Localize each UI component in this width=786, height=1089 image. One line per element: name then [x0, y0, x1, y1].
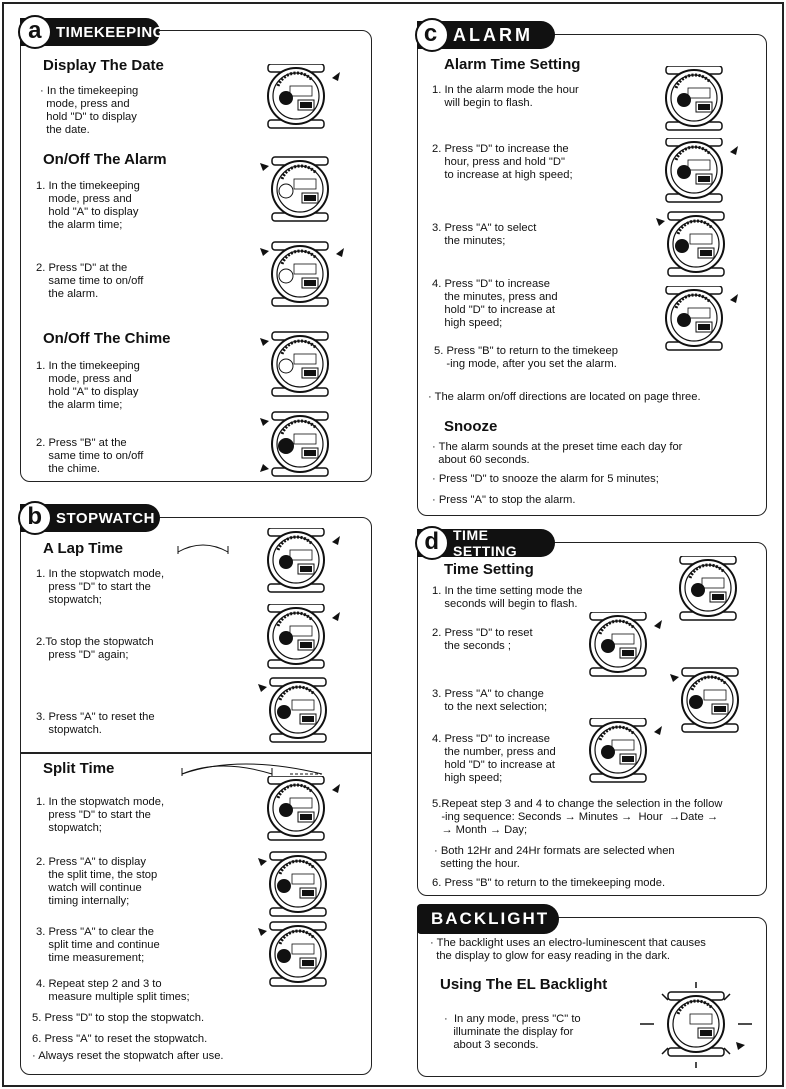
alarm-setting-heading: Alarm Time Setting	[444, 56, 581, 73]
onoff-chime-step2: 2. Press "B" at the same time to on/off the chime.	[36, 437, 144, 475]
watch-icon	[258, 330, 338, 402]
watch-icon	[662, 138, 742, 210]
time-step5: 5.Repeat step 3 and 4 to change the selection in the follow -ing sequence: Seconds → Minutes → Hour →Date → → Month → Day;	[432, 798, 723, 836]
lap-step1: 1. In the stopwatch mode, press "D" to start the stopwatch;	[36, 568, 165, 606]
section-letter-c: c	[415, 18, 449, 52]
watch-icon	[586, 612, 666, 684]
alarm-note: · The alarm on/off directions are located on page three.	[428, 391, 701, 403]
section-letter-b: b	[18, 501, 52, 535]
snooze-bullet-2: · Press "D" to snooze the alarm for 5 minutes;	[432, 473, 659, 485]
watch-icon	[264, 776, 344, 848]
watch-icon	[258, 155, 338, 227]
lap-step3: 3. Press "A" to reset the stopwatch.	[36, 711, 155, 736]
onoff-alarm-step2: 2. Press "D" at the same time to on/off the alarm.	[36, 262, 144, 300]
watch-icon	[264, 604, 344, 676]
watch-icon	[662, 66, 742, 138]
watch-icon	[256, 850, 336, 922]
split-step3: 3. Press "A" to clear the split time and continue time measurement;	[36, 926, 160, 964]
backlight-tab	[417, 904, 559, 934]
time-setting-heading: Time Setting	[444, 561, 534, 578]
watch-icon	[256, 920, 336, 992]
onoff-alarm-step1: 1. In the timekeeping mode, press and hold "A" to display the alarm time;	[36, 180, 140, 231]
split-step2: 2. Press "A" to display the split time, the stop watch will continue timing internally;	[36, 856, 158, 907]
display-date-heading: Display The Date	[43, 57, 164, 74]
time-step3: 3. Press "A" to change to the next selection;	[432, 688, 548, 713]
watch-icon	[586, 718, 666, 790]
stopwatch-title: STOPWATCH	[56, 509, 155, 527]
lap-arc-icon	[176, 538, 230, 554]
alarm-step3: 3. Press "A" to select the minutes;	[432, 222, 537, 247]
backlight-intro: · The backlight uses an electro-luminescent that causes the display to glow for easy reading in the dark.	[430, 937, 706, 962]
backlight-title: BACKLIGHT	[431, 909, 550, 928]
time-step6: 6. Press "B" to return to the timekeeping mode.	[432, 877, 666, 889]
glowing-watch-icon	[636, 980, 756, 1070]
stopwatch-tab	[20, 504, 160, 532]
time-setting-tab	[417, 529, 555, 557]
alarm-step5: 5. Press "B" to return to the timekeep -ing mode, after you set the alarm.	[434, 345, 618, 370]
lap-step2: 2.To stop the stopwatch press "D" again;	[36, 636, 154, 661]
split-step4: 4. Repeat step 2 and 3 to measure multiple split times;	[36, 978, 190, 1003]
timekeeping-tab	[20, 16, 165, 46]
watch-icon	[662, 286, 742, 358]
watch-icon	[258, 410, 338, 482]
time-note: · Both 12Hr and 24Hr formats are selected when setting the hour.	[434, 845, 675, 870]
display-date-text: · In the timekeeping mode, press and hold "D" to display the date.	[40, 85, 139, 136]
section-letter-a: a	[18, 15, 52, 49]
watch-icon	[258, 240, 348, 312]
timekeeping-title: TIMEKEEPING	[56, 23, 165, 41]
split-arc-icon	[180, 756, 324, 776]
time-step1: 1. In the time setting mode the seconds will begin to flash.	[432, 585, 583, 610]
alarm-title: ALARM	[453, 24, 533, 45]
section-letter-d: d	[415, 526, 449, 560]
split-step5: 5. Press "D" to stop the stopwatch.	[32, 1012, 205, 1024]
alarm-tab	[417, 21, 555, 49]
lap-split-divider	[21, 752, 371, 754]
snooze-heading: Snooze	[444, 418, 498, 435]
onoff-alarm-heading: On/Off The Alarm	[43, 151, 167, 168]
watch-icon	[654, 210, 734, 282]
watch-icon	[668, 666, 748, 738]
split-step1: 1. In the stopwatch mode, press "D" to start the stopwatch;	[36, 796, 165, 834]
alarm-step4: 4. Press "D" to increase the minutes, press and hold "D" to increase at high speed;	[432, 278, 558, 329]
onoff-chime-heading: On/Off The Chime	[43, 330, 171, 347]
watch-icon	[676, 556, 756, 628]
watch-icon	[264, 528, 344, 600]
split-time-heading: Split Time	[43, 760, 115, 777]
lap-time-heading: A Lap Time	[43, 540, 124, 557]
split-step6: 6. Press "A" to reset the stopwatch.	[32, 1033, 208, 1045]
el-backlight-text: · In any mode, press "C" to illuminate the display for about 3 seconds.	[444, 1013, 581, 1051]
snooze-bullet-1: · The alarm sounds at the preset time each day for about 60 seconds.	[432, 441, 683, 466]
watch-icon	[264, 64, 344, 136]
time-step2: 2. Press "D" to reset the seconds ;	[432, 627, 533, 652]
onoff-chime-step1: 1. In the timekeeping mode, press and hold "A" to display the alarm time;	[36, 360, 140, 411]
watch-icon	[256, 676, 336, 748]
alarm-step2: 2. Press "D" to increase the hour, press and hold "D" to increase at high speed;	[432, 143, 573, 181]
snooze-bullet-3: · Press "A" to stop the alarm.	[432, 494, 576, 506]
split-note: · Always reset the stopwatch after use.	[32, 1050, 224, 1062]
time-step4: 4. Press "D" to increase the number, press and hold "D" to increase at high speed;	[432, 733, 556, 784]
alarm-step1: 1. In the alarm mode the hour will begin to flash.	[432, 84, 579, 109]
time-setting-title: TIME SETTING	[453, 527, 518, 559]
el-backlight-heading: Using The EL Backlight	[440, 976, 608, 993]
